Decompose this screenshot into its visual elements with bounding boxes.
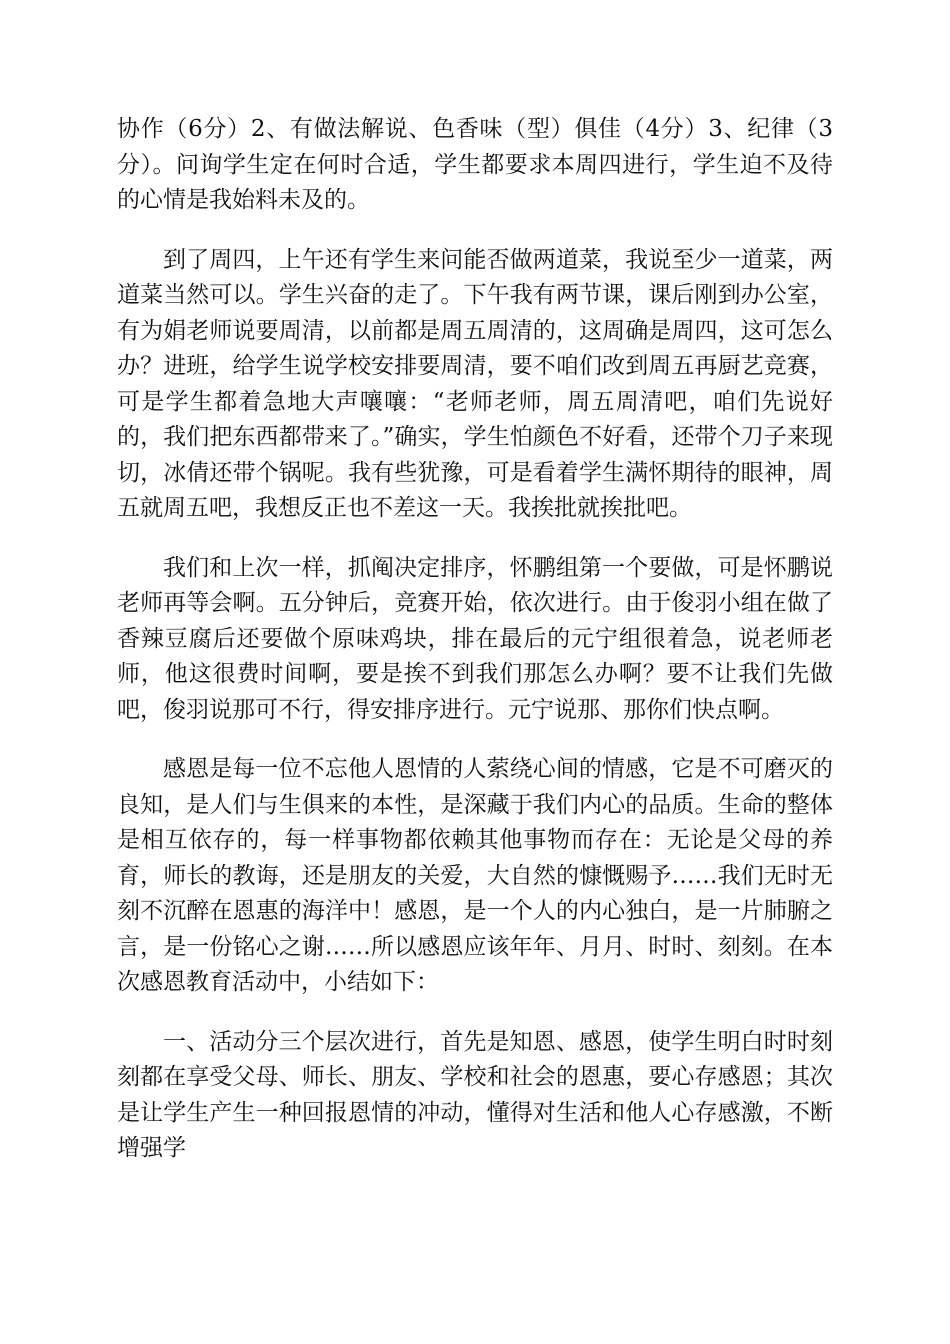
document-body [117,112,833,1191]
paragraph-gratitude: 感恩是每一位不忘他人恩情的人萦绕心间的情感，它是不可磨灭的良知，是人们与生俱来的本性，是深藏于我们内心的品质。生命的整体是相互依存的，每一样事物都依赖其他事物而存在：无论是父母的养育，师长的教诲，还是朋友的关爱，大自然的慷慨赐予……我们无时无刻不沉醉在恩惠的海洋中！感恩，是一个人的内心独白，是一片肺腑之言，是一份铭心之谢……所以感恩应该年年、月月、时时、刻刻。在本次感恩教育活动中，小结如下： [117,756,833,995]
paragraph-continuation: 协作（6分）2、有做法解说、色香味（型）俱佳（4分）3、纪律（3分）。问询学生定在何时合适，学生都要求本周四进行，学生迫不及待的心情是我始料未及的。 [117,116,833,213]
paragraph-summary-point-one: 一、活动分三个层次进行，首先是知恩、感恩，使学生明白时时刻刻都在享受父母、师长、朋友、学校和社会的恩惠，要心存感恩；其次是让学生产生一种回报恩情的冲动，懂得对生活和他人心存感激，不断增强学 [117,1028,833,1161]
paragraph-thursday-story: 到了周四，上午还有学生来问能否做两道菜，我说至少一道菜，两道菜当然可以。学生兴奋的走了。下午我有两节课，课后刚到办公室，有为娟老师说要周清，以前都是周五周清的，这周确是周四，这可怎么办？进班，给学生说学校安排要周清，要不咱们改到周五再厨艺竞赛，可是学生都着急地大声嚷嚷：“老师老师，周五周清吧，咱们先说好的，我们把东西都带来了。”确实，学生怕颜色不好看，还带个刀子来现切，冰倩还带个锅呢。我有些犹豫，可是看着学生满怀期待的眼神，周五就周五吧，我想反正也不差这一天。我挨批就挨批吧。 [117,246,833,521]
paragraph-competition: 我们和上次一样，抓阄决定排序，怀鹏组第一个要做，可是怀鹏说老师再等会啊。五分钟后，竞赛开始，依次进行。由于俊羽小组在做了香辣豆腐后还要做个原味鸡块，排在最后的元宁组很着急，说老师老师，他这很费时间啊，要是挨不到我们那怎么办啊？要不让我们先做吧，俊羽说那可不行，得安排序进行。元宁说那、那你们快点啊。 [117,554,833,723]
